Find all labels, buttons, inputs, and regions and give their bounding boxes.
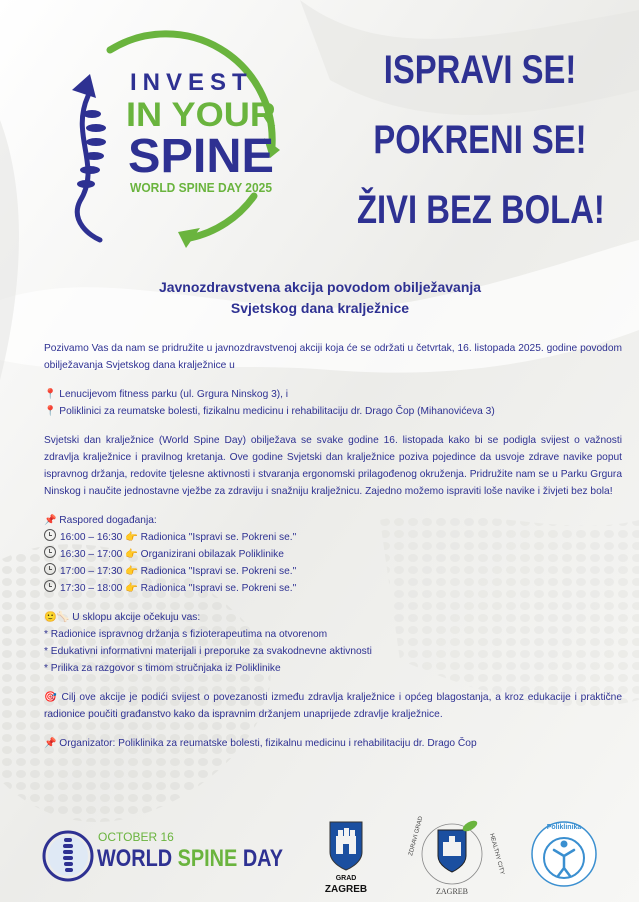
pin-icon: 📍: [44, 389, 57, 400]
clock-icon: [44, 563, 56, 575]
location-item: [44, 403, 622, 420]
heading-line-2: Svjetskog dana kralježnice: [230, 300, 410, 316]
pushpin-icon: 📌: [44, 515, 57, 526]
expect-title: U sklopu akcije očekuju vas:: [72, 612, 201, 623]
slogans: [330, 48, 630, 258]
intro-text: Pozivamo Vas da nam se pridružite u javnozdravstvenoj akciji koja će se održati u četvrtak, 16. listopada 2025. godine povodom obilježavanja Svjetskog dana kralježnice u: [44, 343, 622, 371]
location-text: Lenucijevom fitness parku (ul. Grgura Ninskog 3), i: [59, 389, 289, 400]
wsd-date: OCTOBER 16: [98, 830, 174, 844]
invest-in-your-spine-logo: [40, 26, 280, 258]
schedule-item: [44, 563, 622, 580]
schedule-item-text: 16:30 – 17:00 👉 Organizirani obilazak Poliklinike: [60, 549, 284, 560]
organizer-row: [44, 735, 622, 752]
grad-zagreb-logo: [325, 822, 367, 895]
schedule-item: [44, 580, 622, 597]
schedule-item: [44, 546, 622, 563]
expect-item: * Prilika za razgovor s timom stručnjaka iz Poliklinike: [44, 663, 281, 674]
schedule-item-text: 16:00 – 16:30 👉 Radionica "Ispravi se. Pokreni se.": [60, 532, 297, 543]
schedule-title-row: [44, 512, 622, 529]
wsd-world: WORLD: [97, 845, 195, 872]
logo-line-spine: SPINE: [128, 130, 274, 183]
healthy-city-zagreb-logo: [408, 815, 505, 896]
healthy-city-label: HEALTHY CITY: [488, 832, 505, 876]
logo-line-invest: INVEST: [130, 69, 253, 96]
zagreb-label: ZAGREB: [324, 884, 368, 895]
wsd-spine: SPINE: [177, 845, 250, 872]
clock-icon: [44, 546, 56, 558]
spine-icon: 🦴: [56, 612, 70, 623]
expect-item: * Edukativni informativni materijali i preporuke za svakodnevne aktivnosti: [44, 646, 372, 657]
description-text: Svjetski dan kralježnice (World Spine Day) obilježava se svake godine 16. listopada kako bi se podigla svijest o važnosti zdravlja kralježnice i pravilnog kretanja. Ove godine Svjetski dan kralježnice poziva pojedince da usvoje zdrave navike poput ispravnog držanja, redovite tjelesne aktivnosti i stvaranja ergonomski prilagođenog okruženja. Pridružite nam se u Parku Grgura Ninskog i naučite jednostavne vježbe za zdraviju i snažniju kralježnicu. Zajedno možemo ispraviti loše navike i živjeti bez bola!: [44, 435, 622, 497]
world-spine-day-logo: [44, 830, 293, 880]
expect-item: * Radionice ispravnog držanja s fizioterapeutima na otvorenom: [44, 629, 328, 640]
goal-text: Cilj ove akcije je podići svijest o povezanosti između zdravlja kralježnice i općeg blagostanja, a kroz edukacije i praktične radionice poučiti građanstvo kako da ispravnim držanjem unaprijede zdravlje kralježnice.: [44, 692, 622, 720]
poliklinika-logo: [532, 822, 596, 886]
zdravi-grad-label: ZDRAVI GRAD: [408, 815, 425, 857]
slogan-zivi: ŽIVI BEZ BOLA!: [357, 188, 605, 232]
logo-line-in-your: IN YOUR: [126, 96, 276, 134]
wsd-name: [97, 845, 293, 872]
location-item: [44, 386, 622, 403]
poliklinika-label: Poliklinika: [546, 824, 582, 831]
logo-line-world-spine-day: WORLD SPINE DAY 2025: [130, 180, 272, 195]
wsd-day: DAY: [237, 845, 293, 872]
clock-icon: [44, 580, 56, 592]
heading-line-1: Javnozdravstvena akcija povodom obilježavanja: [158, 279, 482, 295]
clock-icon: [44, 529, 56, 541]
organizer-text: Organizator: Poliklinika za reumatske bolesti, fizikalnu medicinu i rehabilitaciju dr. Drago Čop: [59, 738, 477, 749]
schedule-item: [44, 529, 622, 546]
target-icon: 🎯: [44, 692, 58, 703]
expect-title-row: [44, 609, 622, 626]
event-body: [44, 340, 622, 752]
grad-label: GRAD: [335, 875, 357, 882]
slogan-ispravi: ISPRAVI SE!: [383, 48, 577, 92]
slogan-pokreni: POKRENI SE!: [373, 118, 587, 162]
smile-icon: 🙂: [44, 612, 57, 623]
schedule-item-text: 17:30 – 18:00 👉 Radionica "Ispravi se. Pokreni se.": [60, 583, 297, 594]
schedule-item-text: 17:00 – 17:30 👉 Radionica "Ispravi se. Pokreni se.": [60, 566, 297, 577]
goal-row: [44, 689, 622, 723]
schedule-title: Raspored događanja:: [59, 515, 157, 526]
footer-logos: [0, 812, 639, 902]
pin-icon: 📍: [44, 406, 57, 417]
location-text: Poliklinici za reumatske bolesti, fizikalnu medicinu i rehabilitaciju dr. Drago Čop (Mihanovićeva 3): [59, 406, 495, 417]
zagreb-arc-label: ZAGREB: [436, 887, 468, 896]
event-heading: [60, 277, 580, 319]
pushpin-icon: 📌: [44, 738, 57, 749]
